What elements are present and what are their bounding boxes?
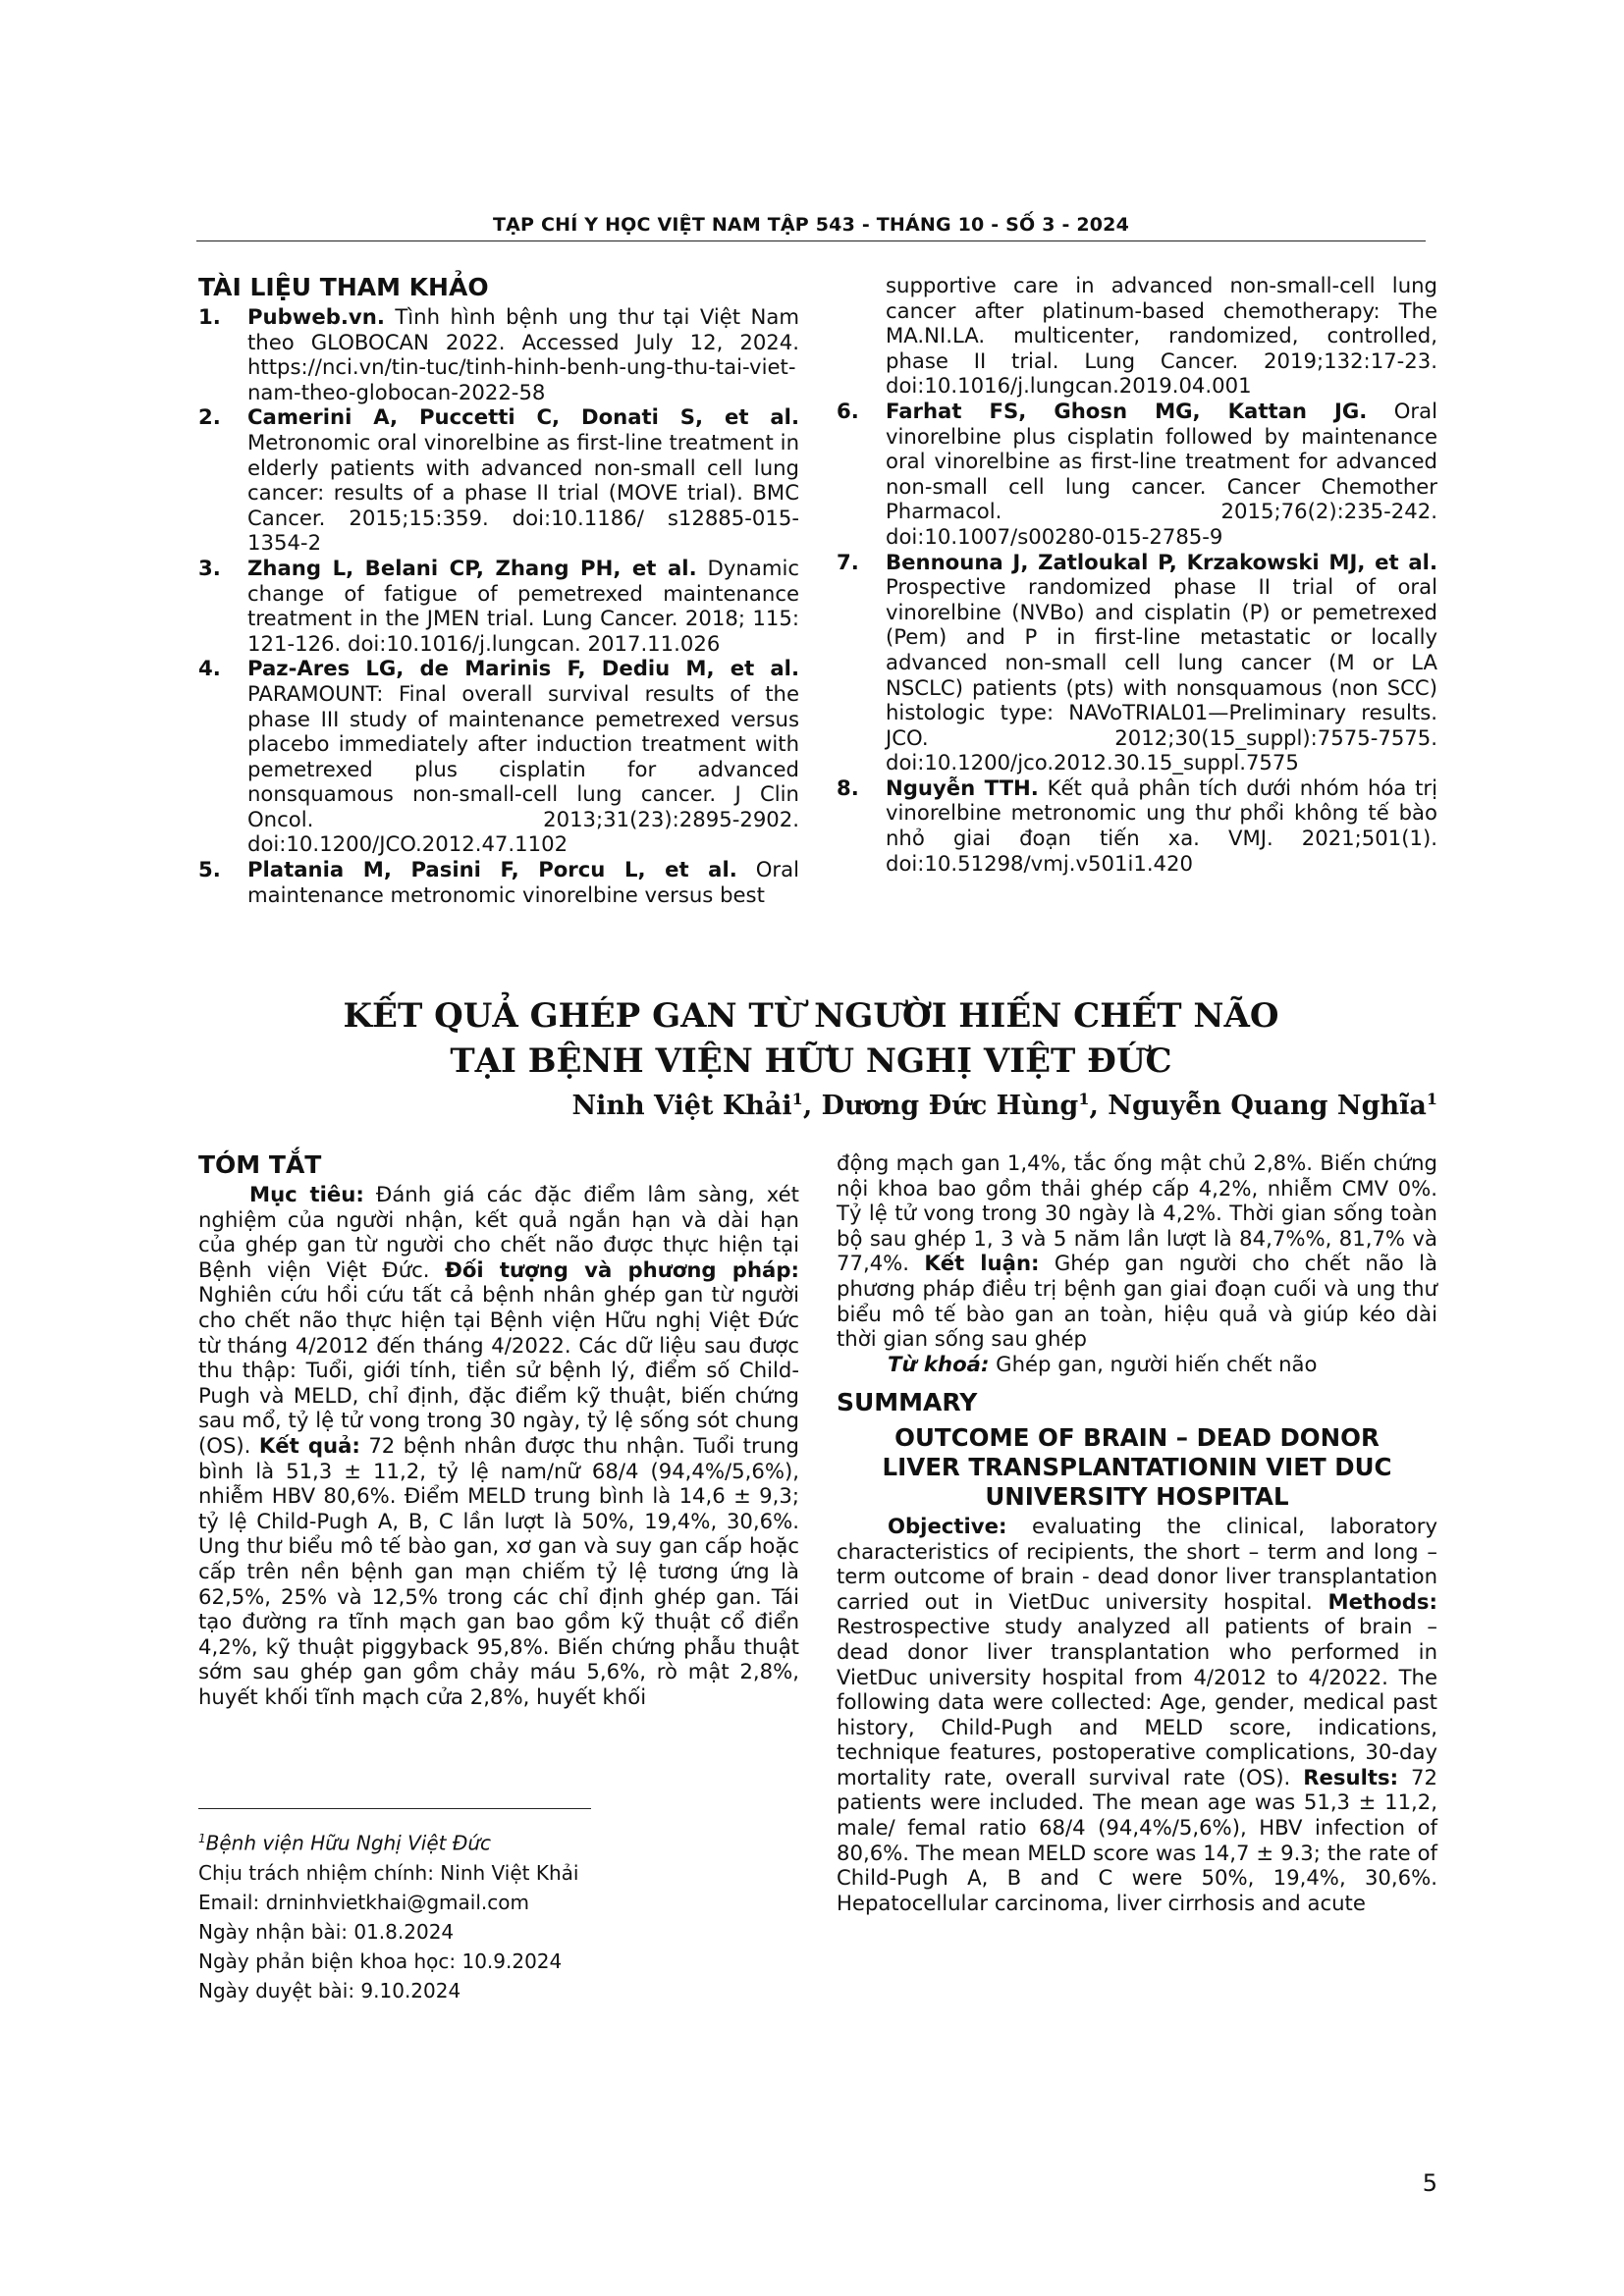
reference-continuation [837,273,1437,399]
running-header: TẠP CHÍ Y HỌC VIỆT NAM TẬP 543 - THÁNG 10 - SỐ 3 - 2024 [492,214,1130,236]
author-name: Dương Đức Hùng [821,1091,1079,1121]
reference-item [837,775,1437,876]
reference-number: 1. [198,304,221,329]
reference-item [837,399,1437,550]
contact-email: Email: drninhvietkhai@gmail.com [198,1890,529,1914]
abstract-heading: TÓM TẮT [198,1150,322,1179]
reference-authors: Platania M, Pasini F, Porcu L, et al. [247,857,737,882]
methods-text: Nghiên cứu hồi cứu tất cả bệnh nhân ghép gan từ người cho chết não thực hiện tại Bệnh viện Hữu nghị Việt Đức từ tháng 4/2012 đến tháng 4/2022. Các dữ liệu sau được thu thập: Tuổi, giới tính, tiền sử bệnh lý, điểm số Child-Pugh và MELD, chỉ định, đặc điểm kỹ thuật, biến chứng sau mổ, tỷ lệ tử vong trong 30 ngày, tỷ lệ sống sót chung (OS). [198,1282,799,1458]
reference-item [198,556,799,656]
summary-paragraph [837,1514,1437,1916]
references-left-column [198,273,799,907]
author-affiliation-mark: 1 [791,1090,803,1108]
reference-authors: Nguyễn TTH. [886,774,1039,800]
results-label: Results: [1303,1764,1399,1789]
reference-text: supportive care in advanced non-small-cell lung cancer after platinum-based chemotherapy: The MA.NI.LA. multicenter, randomized, controlled, phase II trial. Lung Cancer. 2019;132:17-23. doi:10.1016/j.lungcan.2019.04.001 [886,273,1437,399]
results-label: Kết quả: [258,1432,360,1458]
objective-text: Đánh giá các đặc điểm lâm sàng, xét nghiệm của người nhận, kết quả ngắn hạn và dài hạn của ghép gan từ người cho chết não được thực hiện tại Bệnh viện Việt Đức. [198,1182,799,1282]
affiliation-text: Bệnh viện Hữu Nghị Việt Đức [205,1831,492,1855]
author-separator: , [802,1091,822,1121]
reference-number: 7. [837,549,859,574]
reference-authors: Camerini A, Puccetti C, Donati S, et al. [247,404,799,430]
author-affiliation-mark: 1 [1426,1090,1437,1108]
objective-text: evaluating the clinical, laboratory characteristics of recipients, the short – term and long – term outcome of brain - dead donor liver transplantation carried out in VietDuc university hospital. [837,1513,1437,1614]
summary-heading: SUMMARY [837,1388,978,1417]
reference-text: Prospective randomized phase II trial of oral vinorelbine (NVBo) and cisplatin (P) or pemetrexed (Pem) and P in first-line metastatic or locally advanced non-small cell lung cancer (M or LA NSCLC) patients (pts) with nonsquamous (non SCC) histologic type: NAVoTRIAL01—Preliminary results. JCO. 2012;30(15_suppl):7575-7575. doi:10.1200/jco.2012.30.15_suppl.7575 [886,574,1437,775]
english-title-line: LIVER TRANSPLANTATIONIN VIET DUC [882,1452,1392,1481]
methods-text: Restrospective study analyzed all patients of brain – dead donor liver transplantation who performed in VietDuc university hospital from 4/2012 to 4/2022. The following data were collected: Age, gender, medical past history, Child-Pugh and MELD score, indications, technique features, postoperative complications, 30-day mortality rate, overall survival rate (OS). [837,1614,1437,1789]
reference-number: 6. [837,398,859,423]
reference-item [198,656,799,857]
conclusion-label: Kết luận: [924,1251,1040,1276]
objective-label: Objective: [888,1513,1007,1538]
references-heading: TÀI LIỆU THAM KHẢO [198,273,489,301]
article-title-line: TẠI BỆNH VIỆN HỮU NGHỊ VIỆT ĐỨC [450,1041,1172,1081]
reference-number: 4. [198,656,221,681]
footnotes [198,1824,787,2005]
abstract-vi-left-column [198,1150,799,1709]
reference-text: Tình hình bệnh ung thư tại Việt Nam theo GLOBOCAN 2022. Accessed July 12, 2024. https://nci.vn/tin-tuc/tinh-hinh-benh-ung-thu-tai-viet-nam-theo-globocan-2022-58 [247,304,799,404]
reference-authors: Bennouna J, Zatloukal P, Krzakowski MJ, et al. [886,549,1437,574]
article-title [196,993,1426,1084]
english-title-line: OUTCOME OF BRAIN – DEAD DONOR [894,1422,1380,1452]
reference-item [198,304,799,404]
author-affiliation-mark: 1 [1078,1090,1090,1108]
affiliation-note [198,1824,787,1858]
reference-authors: Zhang L, Belani CP, Zhang PH, et al. [247,555,697,580]
reference-text: Metronomic oral vinorelbine as first-line treatment in elderly patients with advanced non-small cell lung cancer: results of a phase II trial (MOVE trial). BMC Cancer. 2015;15:359. doi:10.1186/ s12885-015-1354-2 [247,429,799,556]
header-rule [196,240,1426,241]
reference-number: 2. [198,404,221,430]
review-date: Ngày phản biện khoa học: 10.9.2024 [198,1949,563,1973]
methods-label: Methods: [1327,1588,1437,1614]
methods-label: Đối tượng và phương pháp: [445,1256,799,1282]
accepted-date: Ngày duyệt bài: 9.10.2024 [198,1978,461,2002]
reference-text: Oral vinorelbine plus cisplatin followed by maintenance oral vinorelbine as first-line treatment for advanced non-small cell lung cancer. Cancer Chemother Pharmacol. 2015;76(2):235-242. doi:10.1007/s00280-015-2785-9 [886,398,1437,549]
conclusion-text: Ghép gan người cho chết não là phương pháp điều trị bệnh gan giai đoạn cuối và ung thư biểu mô tế bào gan an toàn, hiệu quả và giúp kéo dài thời gian sống sau ghép [837,1251,1437,1352]
reference-text: Dynamic change of fatigue of pemetrexed maintenance treatment in the JMEN trial. Lung Cancer. 2018; 115: 121-126. doi:10.1016/j.lungcan. 2017.11.026 [247,555,799,656]
footnote-rule [198,1808,591,1809]
page-number: 5 [1422,2169,1437,2197]
abstract-paragraph-continued [837,1150,1437,1352]
references-right-column [837,273,1437,876]
reference-authors: Farhat FS, Ghosn MG, Kattan JG. [886,398,1368,423]
reference-text: PARAMOUNT: Final overall survival results of the phase III study of maintenance pemetrexed versus placebo immediately after induction treatment with pemetrexed plus cisplatin for advanced nonsquamous non-small-cell lung cancer. J Clin Oncol. 2013;31(23):2895-2902. doi:10.1200/JCO.2012.47.1102 [247,680,799,857]
keywords-label: Từ khoá: [888,1351,990,1376]
reference-authors: Pubweb.vn. [247,304,385,329]
objective-label: Mục tiêu: [249,1182,364,1206]
article-title-line: KẾT QUẢ GHÉP GAN TỪ NGƯỜI HIẾN CHẾT NÃO [343,996,1279,1036]
keywords [837,1352,1437,1377]
results-text: động mạch gan 1,4%, tắc ống mật chủ 2,8%. Biến chứng nội khoa bao gồm thải ghép cấp 4,2%, nhiễm CMV 0%. Tỷ lệ tử vong trong 30 ngày là 4,2%. Thời gian sống toàn bộ sau ghép 1, 3 và 5 năm lần lượt là 84,7%%, 81,7% và 77,4%. [837,1150,1437,1276]
results-text: 72 bệnh nhân được thu nhận. Tuổi trung bình là 51,3 ± 11,2, tỷ lệ nam/nữ 68/4 (94,4%/5,6%), nhiễm HBV 80,6%. Điểm MELD trung bình là 14,6 ± 9,3; tỷ lệ Child-Pugh A, B, C lần lượt là 50%, 19,4%, 30,6%. Ung thư biểu mô tế bào gan, xơ gan và suy gan cấp hoặc cấp trên nền bệnh gan mạn chiếm tỷ lệ tương ứng là 62,5%, 25% và 12,5% trong các chỉ định ghép gan. Tái tạo đường ra tĩnh mạch gan bao gồm kỹ thuật cổ điển 4,2%, kỹ thuật piggyback 95,8%. Biến chứng phẫu thuật sớm sau ghép gan gồm chảy máu 5,6%, rò mật 2,8%, huyết khối tĩnh mạch cửa 2,8%, huyết khối [198,1432,799,1709]
corresponding-author: Chịu trách nhiệm chính: Ninh Việt Khải [198,1860,579,1885]
reference-text: Oral maintenance metronomic vinorelbine versus best [247,857,799,907]
english-title [837,1423,1437,1512]
reference-item [198,857,799,907]
results-text: 72 patients were included. The mean age was 51,3 ± 11,2, male/ femal ratio 68/4 (94,4%/5,6%), HBV infection of 80,6%. The mean MELD score was 14,7 ± 9.3; the rate of Child-Pugh A, B and C were 50%, 19,4%, 30,6%. Hepatocellular carcinoma, liver cirrhosis and acute [837,1764,1437,1915]
reference-authors: Paz-Ares LG, de Marinis F, Dediu M, et al. [247,656,799,681]
abstract-paragraph [198,1182,799,1709]
reference-number: 8. [837,774,859,800]
reference-number: 5. [198,857,221,882]
english-title-line: UNIVERSITY HOSPITAL [985,1481,1289,1511]
reference-text: Kết quả phân tích dưới nhóm hóa trị vinorelbine metronomic ung thư phổi không tế bào nhỏ giai đoạn tiến xa. VMJ. 2021;501(1). doi:10.51298/vmj.v501i1.420 [886,774,1437,876]
reference-number: 3. [198,555,221,580]
reference-item [198,404,799,556]
author-name: Nguyễn Quang Nghĩa [1108,1091,1427,1121]
author-name: Ninh Việt Khải [571,1091,792,1121]
affiliation-mark: 1 [198,1832,206,1845]
keywords-text: Ghép gan, người hiến chết não [989,1351,1318,1376]
reference-item [837,550,1437,775]
author-list [571,1090,1437,1121]
received-date: Ngày nhận bài: 01.8.2024 [198,1919,455,1944]
abstract-right-column [837,1150,1437,1915]
author-separator: , [1089,1091,1109,1121]
